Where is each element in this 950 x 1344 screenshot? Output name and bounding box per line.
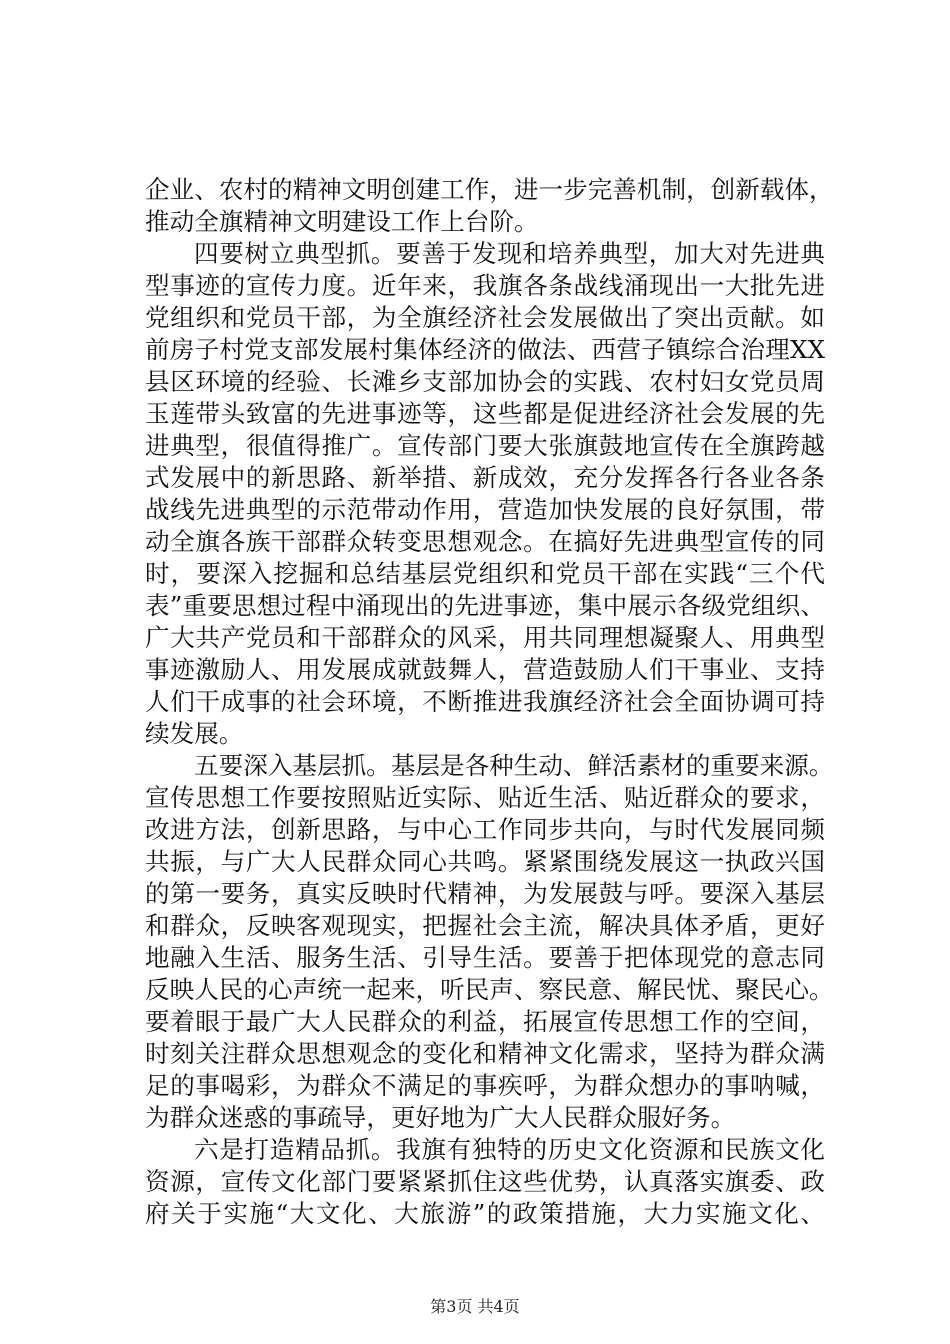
- text-line: 的第一要务，真实反映时代精神，为发展鼓与呼。要深入基层: [145, 879, 825, 908]
- body-text: [145, 174, 834, 1230]
- text-line: 战线先进典型的示范带动作用，营造加快发展的良好氛围，带: [145, 495, 825, 524]
- text-line: 党组织和党员干部，为全旗经济社会发展做出了突出贡献。如: [145, 303, 825, 332]
- text-line: 续发展。: [145, 719, 244, 748]
- text-line: 五要深入基层抓。基层是各种生动、鲜活素材的重要来源。: [194, 751, 834, 780]
- text-line: 足的事喝彩，为群众不满足的事疾呼，为群众想办的事呐喊，: [145, 1071, 825, 1100]
- text-line: 时刻关注群众思想观念的变化和精神文化需求，坚持为群众满: [145, 1039, 825, 1068]
- text-line: 进典型，很值得推广。宣传部门要大张旗鼓地宣传在全旗跨越: [145, 431, 825, 460]
- text-line: 企业、农村的精神文明创建工作，进一步完善机制，创新载体，: [145, 175, 834, 204]
- text-line: 玉莲带头致富的先进事迹等，这些都是促进经济社会发展的先: [145, 399, 825, 428]
- text-line: 共振，与广大人民群众同心共鸣。紧紧围绕发展这一执政兴国: [145, 847, 825, 876]
- text-line: 宣传思想工作要按照贴近实际、贴近生活、贴近群众的要求，: [145, 783, 825, 812]
- text-line: 事迹激励人、用发展成就鼓舞人，营造鼓励人们干事业、支持: [145, 655, 825, 684]
- paragraph: [145, 750, 834, 1134]
- text-line: 资源，宣传文化部门要紧紧抓住这些优势，认真落实旗委、政: [145, 1167, 825, 1196]
- text-line: 县区环境的经验、长滩乡支部加协会的实践、农村妇女党员周: [145, 367, 825, 396]
- text-line: 和群众，反映客观现实，把握社会主流，解决具体矛盾，更好: [145, 911, 825, 940]
- text-line: 四要树立典型抓。要善于发现和培养典型，加大对先进典: [194, 239, 825, 268]
- text-line: 改进方法，创新思路，与中心工作同步共向，与时代发展同频: [145, 815, 825, 844]
- text-line: 地融入生活、服务生活、引导生活。要善于把体现党的意志同: [145, 943, 825, 972]
- text-line: 动全旗各族干部群众转变思想观念。在搞好先进典型宣传的同: [145, 527, 825, 556]
- paragraph: [145, 238, 825, 750]
- text-line: 为群众迷惑的事疏导，更好地为广大人民群众服好务。: [145, 1103, 736, 1132]
- text-line: 表”重要思想过程中涌现出的先进事迹，集中展示各级党组织、: [145, 591, 825, 620]
- text-line: 式发展中的新思路、新举措、新成效，充分发挥各行各业各条: [145, 463, 825, 492]
- text-line: 广大共产党员和干部群众的风采，用共同理想凝聚人、用典型: [145, 623, 825, 652]
- text-line: 六是打造精品抓。我旗有独特的历史文化资源和民族文化: [194, 1135, 825, 1164]
- text-line: 前房子村党支部发展村集体经济的做法、西营子镇综合治理XX: [145, 335, 825, 364]
- page-footer: 第3页 共4页: [430, 1297, 520, 1316]
- text-line: 时，要深入挖掘和总结基层党组织和党员干部在实践“三个代: [145, 559, 825, 588]
- paragraph: [145, 174, 834, 238]
- text-line: 府关于实施“大文化、大旅游”的政策措施，大力实施文化、: [145, 1199, 825, 1228]
- text-line: 要着眼于最广大人民群众的利益，拓展宣传思想工作的空间，: [145, 1007, 825, 1036]
- text-line: 型事迹的宣传力度。近年来，我旗各条战线涌现出一大批先进: [145, 271, 825, 300]
- text-line: 人们干成事的社会环境，不断推进我旗经济社会全面协调可持: [145, 687, 825, 716]
- text-line: 反映人民的心声统一起来，听民声、察民意、解民忧、聚民心。: [145, 975, 834, 1004]
- paragraph: [145, 1134, 825, 1230]
- text-line: 推动全旗精神文明建设工作上台阶。: [145, 207, 539, 236]
